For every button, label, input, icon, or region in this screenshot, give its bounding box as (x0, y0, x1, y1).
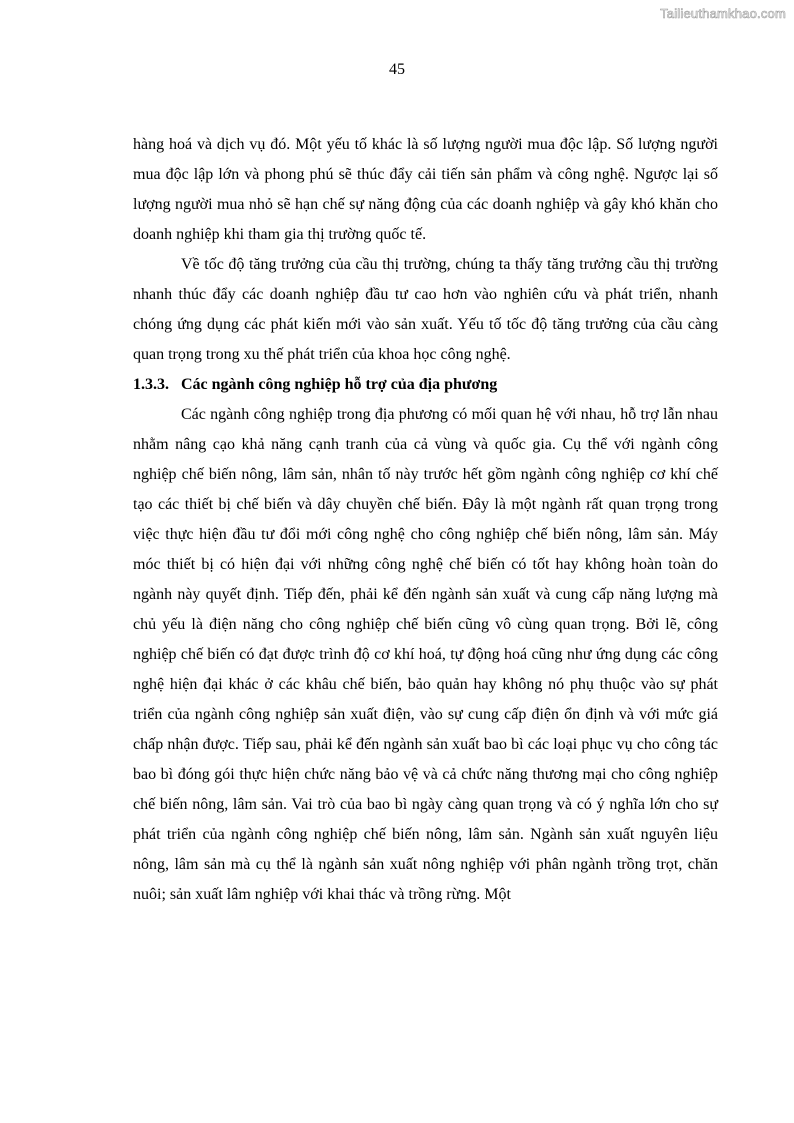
paragraph-supporting-industries: Các ngành công nghiệp trong địa phương có mối quan hệ với nhau, hỗ trợ lẫn nhau nhằm nâng cạo khả năng cạnh tranh của cả vùng và quốc gia. Cụ thể với ngành công nghiệp chế biến nông, lâm sản, nhân tố này trước hết gồm ngành công nghiệp cơ khí chế tạo các thiết bị chế biến và dây chuyền chế biến. Đây là một ngành rất quan trọng trong việc thực hiện đầu tư đổi mới công nghệ cho công nghiệp chế biến nông, lâm sản. Máy móc thiết bị có hiện đại với những công nghệ chế biến có tốt hay không hoàn toàn do ngành này quyết định. Tiếp đến, phải kể đến ngành sản xuất và cung cấp năng lượng mà chủ yếu là điện năng cho công nghiệp chế biến cũng vô cùng quan trọng. Bởi lẽ, công nghiệp chế biến có đạt được trình độ cơ khí hoá, tự động hoá cũng như ứng dụng các công nghệ hiện đại khác ở các khâu chế biến, bảo quản hay không nó phụ thuộc vào sự phát triển của ngành công nghiệp sản xuất điện, vào sự cung cấp điện ổn định và với mức giá chấp nhận được. Tiếp sau, phải kể đến ngành sản xuất bao bì các loại phục vụ cho công tác bao bì đóng gói thực hiện chức năng bảo vệ và cả chức năng thương mại cho công nghiệp chế biến nông, lâm sản. Vai trò của bao bì ngày càng quan trọng và có ý nghĩa lớn cho sự phát triển của ngành công nghiệp chế biến nông, lâm sản. Ngành sản xuất nguyên liệu nông, lâm sản mà cụ thể là ngành sản xuất nông nghiệp với phân ngành trồng trọt, chăn nuôi; sản xuất lâm nghiệp với khai thác và trồng rừng. Một (133, 406, 718, 903)
section-title: Các ngành công nghiệp hỗ trợ của địa phương (181, 376, 498, 393)
page-body (133, 130, 718, 910)
section-number: 1.3.3. (133, 376, 169, 393)
paragraph-continued: hàng hoá và dịch vụ đó. Một yếu tố khác là số lượng người mua độc lập. Số lượng người mua độc lập lớn và phong phú sẽ thúc đẩy cải tiến sản phẩm và công nghệ. Ngược lại số lượng người mua nhỏ sẽ hạn chế sự năng động của các doanh nghiệp và gây khó khăn cho doanh nghiệp khi tham gia thị trường quốc tế. (133, 136, 718, 243)
section-heading (133, 370, 718, 400)
paragraph-market-growth: Về tốc độ tăng trưởng của cầu thị trường, chúng ta thấy tăng trưởng cầu thị trường nhanh thúc đẩy các doanh nghiệp đầu tư cao hơn vào nghiên cứu và phát triển, nhanh chóng ứng dụng các phát kiến mới vào sản xuất. Yếu tố tốc độ tăng trưởng của cầu càng quan trọng trong xu thế phát triển của khoa học công nghệ. (133, 256, 718, 363)
watermark-text: Tailieuthamkhao.com (660, 6, 786, 21)
page-number: 45 (389, 61, 405, 78)
